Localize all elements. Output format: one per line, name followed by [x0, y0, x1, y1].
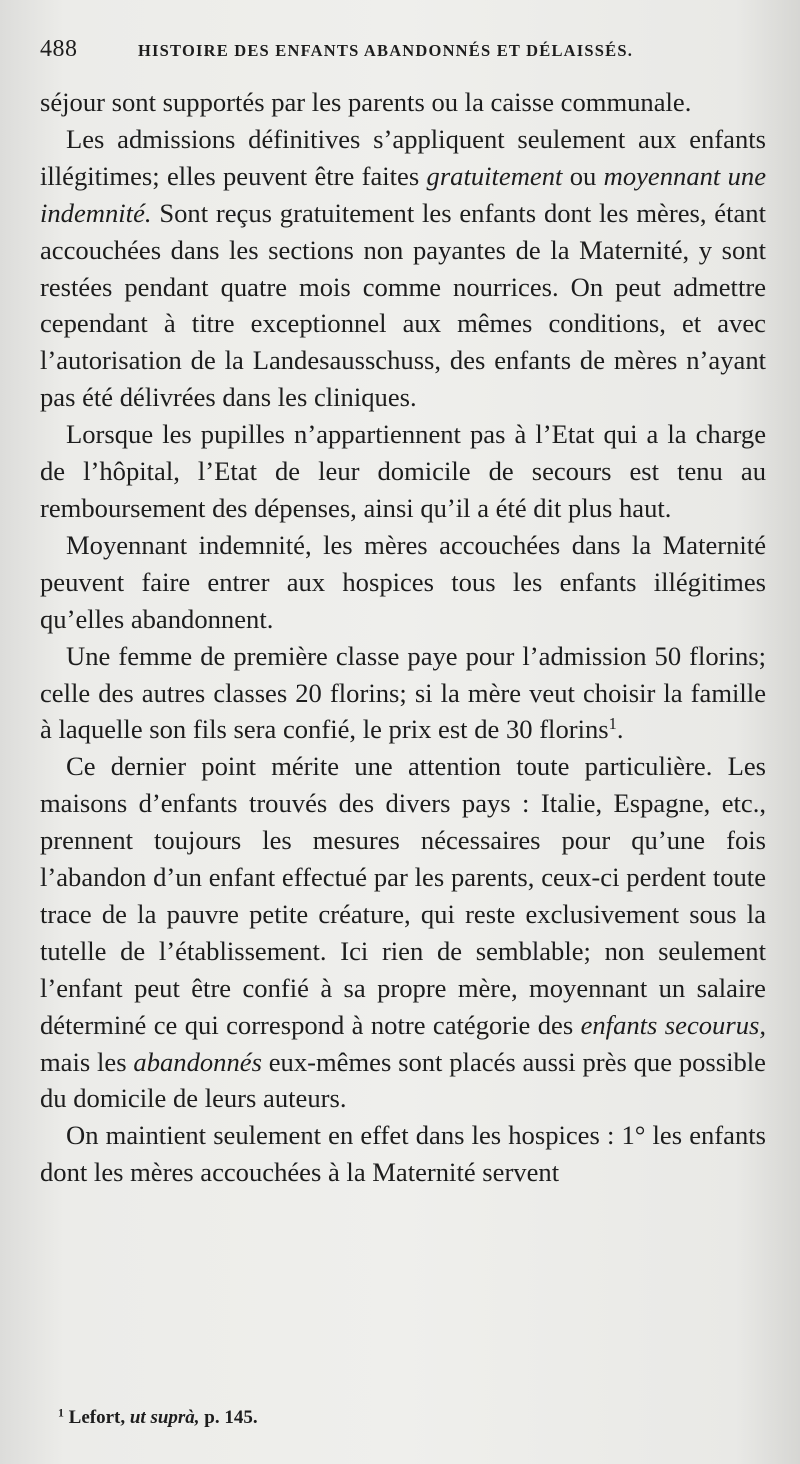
italic-text: gratuitement — [426, 160, 563, 191]
text-segment: Une femme de première classe paye pour l’admission 50 florins; celle des autres classes 20 florins; si la mère veut choisir la famille à laquelle son fils sera confié, le prix est de 30 florins — [40, 640, 766, 745]
text-segment: . — [616, 714, 624, 745]
text-segment: Les admissions définitives s’appliquent seulement aux enfants illégitimes; elles peuvent être faites — [40, 123, 766, 191]
text-segment: séjour sont supportés par les parents ou la caisse communale. — [40, 87, 692, 117]
paragraph — [40, 527, 766, 638]
footnote-author: Lefort, — [68, 1407, 126, 1428]
text-segment: Ce dernier point mérite une attention toute particulière. Les maisons d’enfants trouvés des divers pays : Italie, Espagne, etc., prennent toujours les mesures nécessaires pour qu’une fois l’abandon d’un enfant effectué par les parents, ceux-ci perdent toute trace de la pauvre petite créature, qui reste exclusivement sous la tutelle de l’établissement. Ici rien de semblable; non seulement l’enfant peut être confié à sa propre mère, moyennant un salaire déterminé ce qui correspond à notre catégorie des — [40, 751, 766, 1040]
italic-text: moyennant une indemnité. — [40, 160, 767, 228]
paragraph — [40, 84, 766, 121]
footnote-reference: ut suprà, — [129, 1407, 200, 1428]
footnote-marker: 1 — [58, 1406, 64, 1420]
paragraph — [40, 121, 766, 416]
footnote-page: p. 145. — [204, 1407, 258, 1428]
paragraph — [40, 416, 766, 527]
italic-text: enfants secourus, — [580, 1009, 766, 1040]
text-segment: eux-mêmes sont placés aussi près que possible du domicile de leurs auteurs. — [40, 1046, 766, 1114]
page-number: 488 — [40, 36, 78, 62]
text-segment: Moyennant indemnité, les mères accouchées dans la Maternité peuvent faire entrer aux hospices tous les enfants illégitimes qu’elles abandonnent. — [40, 529, 766, 634]
text-segment: Sont reçus gratuitement les enfants dont les mères, étant accouchées dans les sections non payantes de la Maternité, y sont restées pendant quatre mois comme nourrices. On peut admettre cependant à titre exceptionnel aux mêmes conditions, et avec l’autorisation de la Landesausschuss, des enfants de mères n’ayant pas été délivrées dans les cliniques. — [40, 197, 766, 413]
paragraph — [40, 1117, 766, 1191]
text-segment: On maintient seulement en effet dans les hospices : 1° les enfants dont les mères accouchées à la Maternité servent — [40, 1120, 766, 1188]
running-head — [40, 36, 766, 78]
paragraph — [40, 748, 766, 1117]
body-text — [40, 84, 766, 1191]
footnote-call: 1 — [608, 714, 617, 734]
italic-text: abandonnés — [133, 1046, 262, 1077]
footnote — [58, 1406, 258, 1430]
text-segment: mais les — [40, 1046, 134, 1077]
running-title: HISTOIRE DES ENFANTS ABANDONNÉS ET DÉLAISSÉS. — [138, 41, 634, 60]
text-segment: ou — [562, 160, 604, 191]
paragraph — [40, 638, 766, 749]
text-segment: Lorsque les pupilles n’appartiennent pas à l’Etat qui a la charge de l’hôpital, l’Etat de leur domicile de secours est tenu au remboursement des dépenses, ainsi qu’il a été dit plus haut. — [40, 419, 766, 523]
